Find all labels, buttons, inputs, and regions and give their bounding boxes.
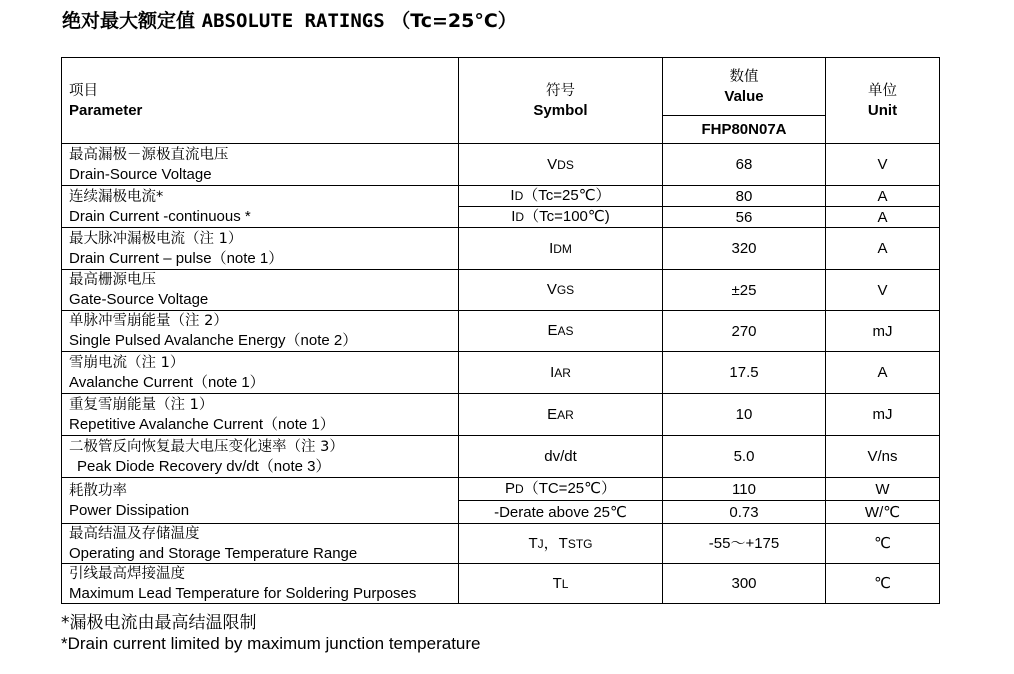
table-row — [62, 352, 940, 394]
param-cell: 最高栅源电压 Gate-Source Voltage — [62, 270, 459, 311]
symbol-cell: -Derate above 25℃ — [459, 501, 663, 524]
table-row — [62, 144, 940, 186]
param-cell: 单脉冲雪崩能量（注 2） Single Pulsed Avalanche Energy（note 2） — [62, 311, 459, 352]
unit-cell: A — [826, 228, 940, 270]
table-row — [62, 228, 940, 270]
value-cell: 56 — [663, 207, 826, 228]
header-unit: 单位 Unit — [826, 58, 940, 144]
unit-cell: W/℃ — [826, 501, 940, 524]
unit-cell: V — [826, 144, 940, 186]
table-row — [62, 311, 940, 352]
symbol-cell: TJ，TSTG — [459, 524, 663, 564]
title-cn: 绝对最大额定值 — [62, 10, 196, 32]
value-cell: 10 — [663, 394, 826, 436]
value-cell: 300 — [663, 564, 826, 604]
unit-cell: V/ns — [826, 436, 940, 478]
value-cell: 5.0 — [663, 436, 826, 478]
table-row — [62, 394, 940, 436]
ratings-table — [61, 57, 940, 604]
value-cell: 17.5 — [663, 352, 826, 394]
symbol-cell: IAR — [459, 352, 663, 394]
param-cell: 重复雪崩能量（注 1） Repetitive Avalanche Current（note 1） — [62, 394, 459, 436]
symbol-cell: EAS — [459, 311, 663, 352]
symbol-cell: ID（Tc=100℃) — [459, 207, 663, 228]
unit-cell: ℃ — [826, 524, 940, 564]
value-cell: -55～+175 — [663, 524, 826, 564]
unit-cell: V — [826, 270, 940, 311]
value-cell: 80 — [663, 186, 826, 207]
unit-cell: ℃ — [826, 564, 940, 604]
footnote-cn: *漏极电流由最高结温限制 — [61, 613, 257, 633]
title-en: ABSOLUTE RATINGS — [201, 10, 385, 32]
header-part-number: FHP80N07A — [663, 116, 826, 144]
param-cell: 最高结温及存储温度 Operating and Storage Temperature Range — [62, 524, 459, 564]
unit-cell: A — [826, 207, 940, 228]
param-cell: 引线最高焊接温度 Maximum Lead Temperature for Soldering Purposes — [62, 564, 459, 604]
table-row — [62, 564, 940, 604]
param-cell: 最大脉冲漏极电流（注 1） Drain Current – pulse（note 1） — [62, 228, 459, 270]
param-cell: 耗散功率 Power Dissipation — [62, 478, 459, 524]
value-cell: 110 — [663, 478, 826, 501]
symbol-cell: VGS — [459, 270, 663, 311]
symbol-cell: IDM — [459, 228, 663, 270]
header-parameter: 项目 Parameter — [62, 58, 459, 144]
table-row — [62, 436, 940, 478]
symbol-cell: TL — [459, 564, 663, 604]
page-title — [62, 6, 517, 33]
symbol-cell: VDS — [459, 144, 663, 186]
value-cell: 0.73 — [663, 501, 826, 524]
param-cell: 最高漏极－源极直流电压 Drain-Source Voltage — [62, 144, 459, 186]
value-cell: ±25 — [663, 270, 826, 311]
value-cell: 320 — [663, 228, 826, 270]
param-cell: 连续漏极电流* Drain Current -continuous * — [62, 186, 459, 228]
param-cell: 雪崩电流（注 1） Avalanche Current（note 1） — [62, 352, 459, 394]
table-row — [62, 524, 940, 564]
symbol-cell: dv/dt — [459, 436, 663, 478]
table-row — [62, 270, 940, 311]
footnote-en: *Drain current limited by maximum junction temperature — [61, 634, 481, 653]
unit-cell: W — [826, 478, 940, 501]
unit-cell: A — [826, 186, 940, 207]
header-value: 数值 Value — [663, 58, 826, 116]
table-row — [62, 478, 940, 501]
value-cell: 270 — [663, 311, 826, 352]
symbol-cell: PD（TC=25℃） — [459, 478, 663, 501]
unit-cell: mJ — [826, 394, 940, 436]
symbol-cell: ID（Tc=25℃） — [459, 186, 663, 207]
title-condition: （Tc=25°C） — [391, 10, 517, 32]
param-cell: 二极管反向恢复最大电压变化速率（注 3） Peak Diode Recovery dv/dt（note 3） — [62, 436, 459, 478]
table-row — [62, 186, 940, 207]
value-cell: 68 — [663, 144, 826, 186]
unit-cell: mJ — [826, 311, 940, 352]
unit-cell: A — [826, 352, 940, 394]
header-symbol: 符号 Symbol — [459, 58, 663, 144]
symbol-cell: EAR — [459, 394, 663, 436]
